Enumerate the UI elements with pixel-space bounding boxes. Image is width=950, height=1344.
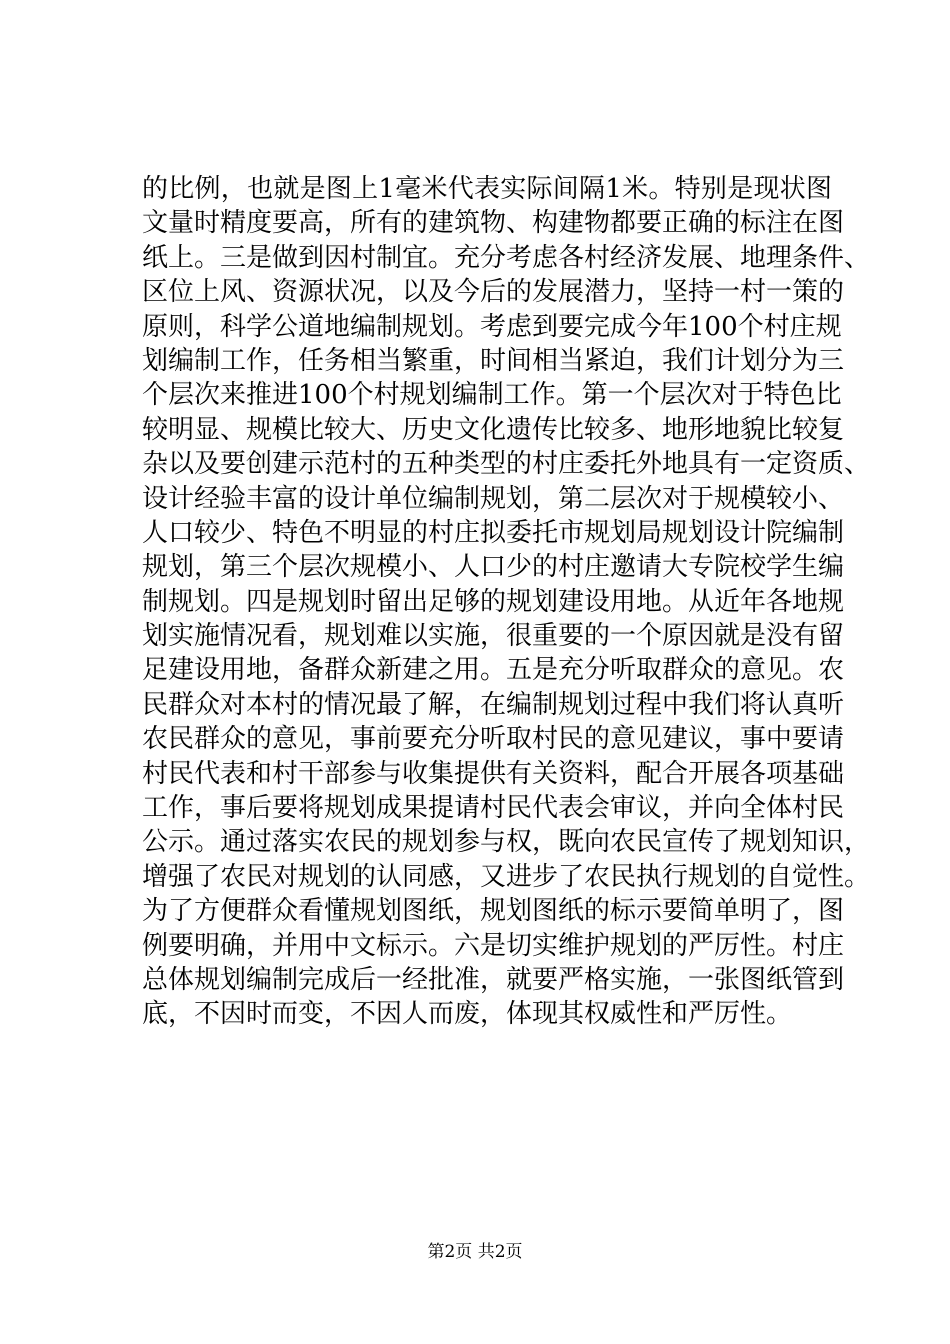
body-text-line: 村民代表和村干部参与收集提供有关资料，配合开展各项基础 bbox=[142, 758, 845, 789]
document-body bbox=[142, 172, 871, 1032]
body-text-line: 的比例，也就是图上1毫米代表实际间隔1米。特别是现状图 bbox=[142, 174, 832, 204]
body-text-line: 增强了农民对规划的认同感，又进步了农民执行规划的自觉性。 bbox=[142, 861, 871, 892]
body-text-line: 足建设用地，备群众新建之用。五是充分听取群众的意见。农 bbox=[142, 655, 845, 686]
body-text-line: 制规划。四是规划时留出足够的规划建设用地。从近年各地规 bbox=[142, 586, 845, 617]
body-text-line: 较明显、规模比较大、历史文化遗传比较多、地形地貌比较复 bbox=[142, 414, 845, 445]
body-text-line: 例要明确，并用中文标示。六是切实维护规划的严厉性。村庄 bbox=[142, 930, 845, 961]
body-text-line: 划实施情况看，规划难以实施，很重要的一个原因就是没有留 bbox=[142, 621, 845, 652]
page-number-footer: 第2页 共2页 bbox=[427, 1242, 523, 1262]
body-text-line: 总体规划编制完成后一经批准，就要严格实施，一张图纸管到 bbox=[142, 964, 845, 995]
body-text-line: 划编制工作，任务相当繁重，时间相当紧迫，我们计划分为三 bbox=[142, 345, 845, 376]
body-text-line: 农民群众的意见，事前要充分听取村民的意见建议，事中要请 bbox=[142, 724, 845, 755]
body-text-line: 工作，事后要将规划成果提请村民代表会审议，并向全体村民 bbox=[142, 793, 845, 824]
body-text-line: 原则，科学公道地编制规划。考虑到要完成今年100个村庄规 bbox=[142, 311, 842, 342]
body-text-line: 文量时精度要高，所有的建筑物、构建物都要正确的标注在图 bbox=[142, 208, 845, 239]
body-text-line: 设计经验丰富的设计单位编制规划，第二层次对于规模较小、 bbox=[142, 483, 845, 514]
body-text-line: 杂以及要创建示范村的五种类型的村庄委托外地具有一定资质、 bbox=[142, 449, 871, 480]
body-text-line: 人口较少、特色不明显的村庄拟委托市规划局规划设计院编制 bbox=[142, 517, 845, 548]
body-text-line: 民群众对本村的情况最了解，在编制规划过程中我们将认真听 bbox=[142, 689, 845, 720]
body-text-line: 纸上。三是做到因村制宜。充分考虑各村经济发展、地理条件、 bbox=[142, 242, 871, 273]
body-text-line: 底，不因时而变，不因人而废，体现其权威性和严厉性。 bbox=[142, 999, 793, 1030]
body-text-line: 为了方便群众看懂规划图纸，规划图纸的标示要简单明了，图 bbox=[142, 896, 845, 927]
body-text-line: 个层次来推进100个村规划编制工作。第一个层次对于特色比 bbox=[142, 380, 842, 411]
body-text-line: 区位上风、资源状况，以及今后的发展潜力，坚持一村一策的 bbox=[142, 277, 845, 308]
body-text-line: 规划，第三个层次规模小、人口少的村庄邀请大专院校学生编 bbox=[142, 552, 845, 583]
body-text-line: 公示。通过落实农民的规划参与权，既向农民宣传了规划知识， bbox=[142, 827, 871, 858]
